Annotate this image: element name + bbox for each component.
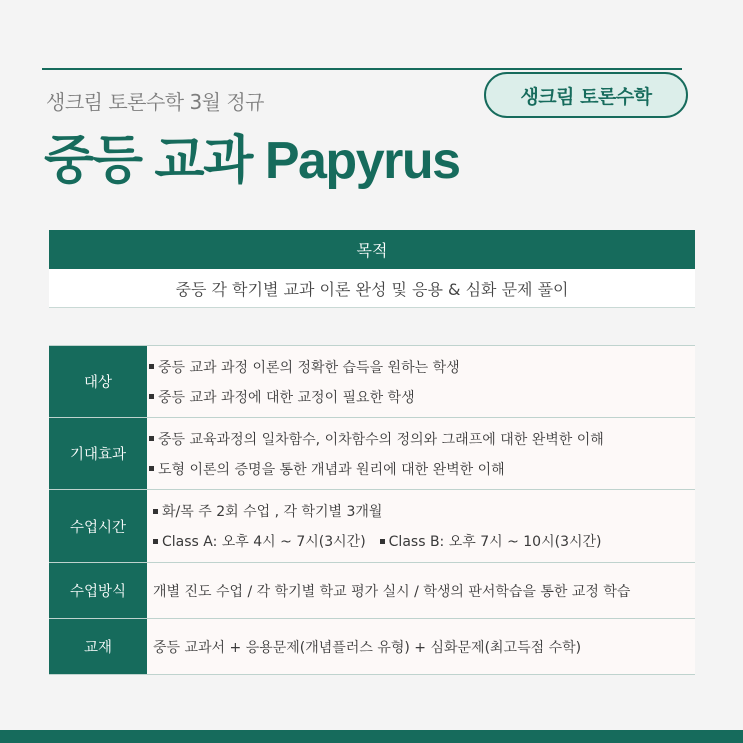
brand-badge: 생크림 토론수학 <box>484 72 688 118</box>
list-item <box>153 496 695 526</box>
purpose-text: 중등 각 학기별 교과 이론 완성 및 응용 & 심화 문제 풀이 <box>49 269 695 308</box>
bottom-bar <box>0 730 743 743</box>
row-content <box>147 490 695 562</box>
row-content <box>147 619 695 674</box>
row-content <box>147 418 695 489</box>
list-item <box>149 454 695 484</box>
list-item-text: 중등 교육과정의 일차함수, 이차함수의 정의와 그래프에 대한 완벽한 이해 <box>158 431 604 448</box>
info-table <box>49 345 695 675</box>
list-item-text: 중등 교과 과정 이론의 정확한 습득을 원하는 학생 <box>158 359 460 376</box>
class-a-time: Class A: 오후 4시 ~ 7시(3시간) <box>162 534 366 550</box>
list-item-text: 도형 이론의 증명을 통한 개념과 원리에 대한 완벽한 이해 <box>158 461 505 478</box>
bullet-icon <box>380 539 385 544</box>
bullet-icon <box>149 364 154 369</box>
row-label: 수업방식 <box>49 563 147 618</box>
list-item <box>149 382 695 412</box>
row-label: 수업시간 <box>49 490 147 562</box>
row-label: 대상 <box>49 346 147 417</box>
row-text: 중등 교과서 + 응용문제(개념플러스 유형) + 심화문제(최고득점 수학) <box>153 639 582 656</box>
bullet-icon <box>153 509 158 514</box>
list-item <box>153 526 695 556</box>
class-b-time: Class B: 오후 7시 ~ 10시(3시간) <box>388 534 602 550</box>
bullet-icon <box>149 466 154 471</box>
list-item <box>149 424 695 454</box>
top-divider <box>42 68 682 70</box>
page-title: 중등 교과 Papyrus <box>44 132 460 190</box>
list-item-text: 화/목 주 2회 수업 , 각 학기별 3개월 <box>162 504 383 520</box>
row-content <box>147 346 695 417</box>
row-class-method <box>49 563 695 619</box>
list-item <box>149 352 695 382</box>
bullet-icon <box>153 539 158 544</box>
bullet-icon <box>149 394 154 399</box>
bullet-icon <box>149 436 154 441</box>
row-label: 기대효과 <box>49 418 147 489</box>
row-label: 교재 <box>49 619 147 674</box>
row-class-time <box>49 490 695 563</box>
purpose-heading: 목적 <box>49 230 695 269</box>
subtitle: 생크림 토론수학 3월 정규 <box>46 90 264 114</box>
row-target <box>49 346 695 418</box>
row-textbook <box>49 619 695 675</box>
row-content <box>147 563 695 618</box>
list-item-text: 중등 교과 과정에 대한 교정이 필요한 학생 <box>158 389 415 406</box>
row-expected-effect <box>49 418 695 490</box>
row-text: 개별 진도 수업 / 각 학기별 학교 평가 실시 / 학생의 판서학습을 통한 교정 학습 <box>153 583 631 600</box>
purpose-box <box>49 230 695 308</box>
